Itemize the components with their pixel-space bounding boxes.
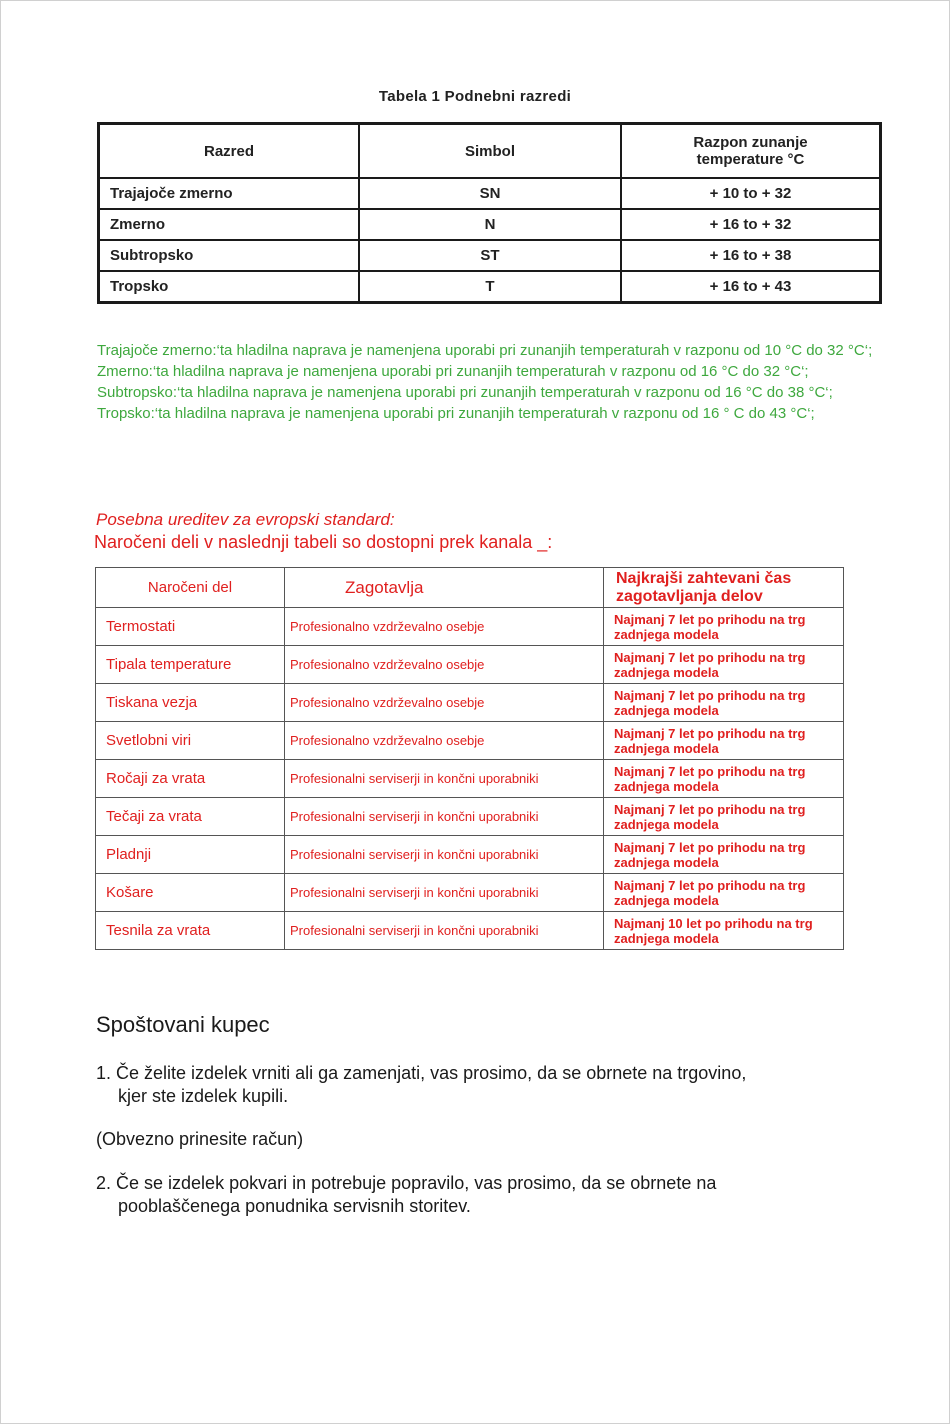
repair-instruction-line1: 2. Če se izdelek pokvari in potrebuje popravilo, vas prosimo, da se obrnete na — [96, 1173, 717, 1193]
cell-range: + 16 to + 32 — [621, 209, 881, 240]
note-st: Subtropsko:‘ta hladilna naprava je namenjena uporabi pri zunanjih temperaturah v razponu od 16 °C do 38 °C‘; — [97, 384, 833, 401]
cell-min-time: Najmanj 7 let po prihodu na trg zadnjega modela — [604, 684, 844, 722]
cell-class: Tropsko — [99, 271, 360, 303]
table-row — [99, 271, 881, 303]
eu-standard-subtitle: Naročeni deli v naslednji tabeli so dostopni prek kanala _: — [94, 532, 553, 552]
table-row — [96, 684, 844, 722]
table-row — [99, 209, 881, 240]
table-row — [96, 874, 844, 912]
cell-provider: Profesionalni serviserji in končni uporabniki — [285, 798, 604, 836]
cell-symbol: ST — [359, 240, 621, 271]
table-row — [96, 912, 844, 950]
cell-class: Subtropsko — [99, 240, 360, 271]
header-temp-range-line1: Razpon zunanje — [693, 134, 808, 151]
cell-min-time: Najmanj 7 let po prihodu na trg zadnjega modela — [604, 874, 844, 912]
cell-range: + 16 to + 43 — [621, 271, 881, 303]
table-row — [96, 646, 844, 684]
cell-part: Svetlobni viri — [96, 722, 285, 760]
cell-provider: Profesionalno vzdrževalno osebje — [285, 684, 604, 722]
cell-range: + 10 to + 32 — [621, 178, 881, 209]
table-header-row — [96, 568, 844, 608]
header-symbol: Simbol — [359, 124, 621, 179]
table-row — [96, 836, 844, 874]
cell-min-time: Najmanj 7 let po prihodu na trg zadnjega modela — [604, 798, 844, 836]
cell-class: Trajajoče zmerno — [99, 178, 360, 209]
cell-part: Tečaji za vrata — [96, 798, 285, 836]
cell-symbol: T — [359, 271, 621, 303]
cell-part: Košare — [96, 874, 285, 912]
cell-part: Termostati — [96, 608, 285, 646]
cell-part: Pladnji — [96, 836, 285, 874]
cell-range: + 16 to + 38 — [621, 240, 881, 271]
cell-symbol: N — [359, 209, 621, 240]
note-t: Tropsko:‘ta hladilna naprava je namenjena uporabi pri zunanjih temperaturah v razponu od 16 ° C do 43 °C‘; — [97, 405, 815, 422]
climate-class-notes — [97, 340, 887, 424]
cell-symbol: SN — [359, 178, 621, 209]
header-temp-range-line2: temperature °C — [696, 151, 805, 168]
return-instruction-line1: 1. Če želite izdelek vrniti ali ga zamenjati, vas prosimo, da se obrnete na trgovino, — [96, 1063, 747, 1083]
cell-min-time: Najmanj 7 let po prihodu na trg zadnjega modela — [604, 836, 844, 874]
cell-provider: Profesionalno vzdrževalno osebje — [285, 608, 604, 646]
table-row — [96, 798, 844, 836]
cell-provider: Profesionalni serviserji in končni uporabniki — [285, 874, 604, 912]
table-row — [96, 760, 844, 798]
cell-min-time: Najmanj 7 let po prihodu na trg zadnjega modela — [604, 608, 844, 646]
cell-part: Tiskana vezja — [96, 684, 285, 722]
table1-caption: Tabela 1 Podnebni razredi — [378, 88, 572, 105]
customer-heading: Spoštovani kupec — [96, 1012, 270, 1037]
cell-min-time: Najmanj 7 let po prihodu na trg zadnjega modela — [604, 646, 844, 684]
repair-instruction-line2: pooblaščenega ponudnika servisnih storitev. — [118, 1196, 471, 1216]
cell-provider: Profesionalni serviserji in končni uporabniki — [285, 760, 604, 798]
cell-provider: Profesionalni serviserji in končni uporabniki — [285, 912, 604, 950]
cell-provider: Profesionalno vzdrževalno osebje — [285, 646, 604, 684]
cell-min-time: Najmanj 10 let po prihodu na trg zadnjega modela — [604, 912, 844, 950]
table-header-row — [99, 124, 881, 179]
header-min-time: Najkrajši zahtevani čas zagotavljanja delov — [604, 568, 844, 608]
cell-min-time: Najmanj 7 let po prihodu na trg zadnjega modela — [604, 722, 844, 760]
header-temp-range — [621, 124, 881, 179]
spare-parts-table — [95, 567, 844, 950]
cell-min-time: Najmanj 7 let po prihodu na trg zadnjega modela — [604, 760, 844, 798]
note-n: Zmerno:‘ta hladilna naprava je namenjena uporabi pri zunanjih temperaturah v razponu od 16 °C do 32 °C‘; — [97, 363, 809, 380]
table-row — [96, 722, 844, 760]
note-sn: Trajajoče zmerno:‘ta hladilna naprava je namenjena uporabi pri zunanjih temperaturah v razponu od 10 °C do 32 °C‘; — [97, 342, 873, 359]
header-provider: Zagotavlja — [285, 568, 604, 608]
cell-part: Tesnila za vrata — [96, 912, 285, 950]
return-instruction-line2: kjer ste izdelek kupili. — [118, 1086, 289, 1106]
table-row — [99, 240, 881, 271]
climate-class-table — [97, 122, 882, 304]
table-row — [99, 178, 881, 209]
table-row — [96, 608, 844, 646]
cell-provider: Profesionalni serviserji in končni uporabniki — [285, 836, 604, 874]
return-instruction — [96, 1062, 856, 1108]
header-class: Razred — [99, 124, 360, 179]
repair-instruction — [96, 1172, 856, 1218]
cell-class: Zmerno — [99, 209, 360, 240]
cell-part: Tipala temperature — [96, 646, 285, 684]
cell-part: Ročaji za vrata — [96, 760, 285, 798]
header-part: Naročeni del — [96, 568, 285, 608]
receipt-note: (Obvezno prinesite račun) — [96, 1129, 304, 1149]
eu-standard-title: Posebna ureditev za evropski standard: — [96, 510, 395, 529]
cell-provider: Profesionalno vzdrževalno osebje — [285, 722, 604, 760]
